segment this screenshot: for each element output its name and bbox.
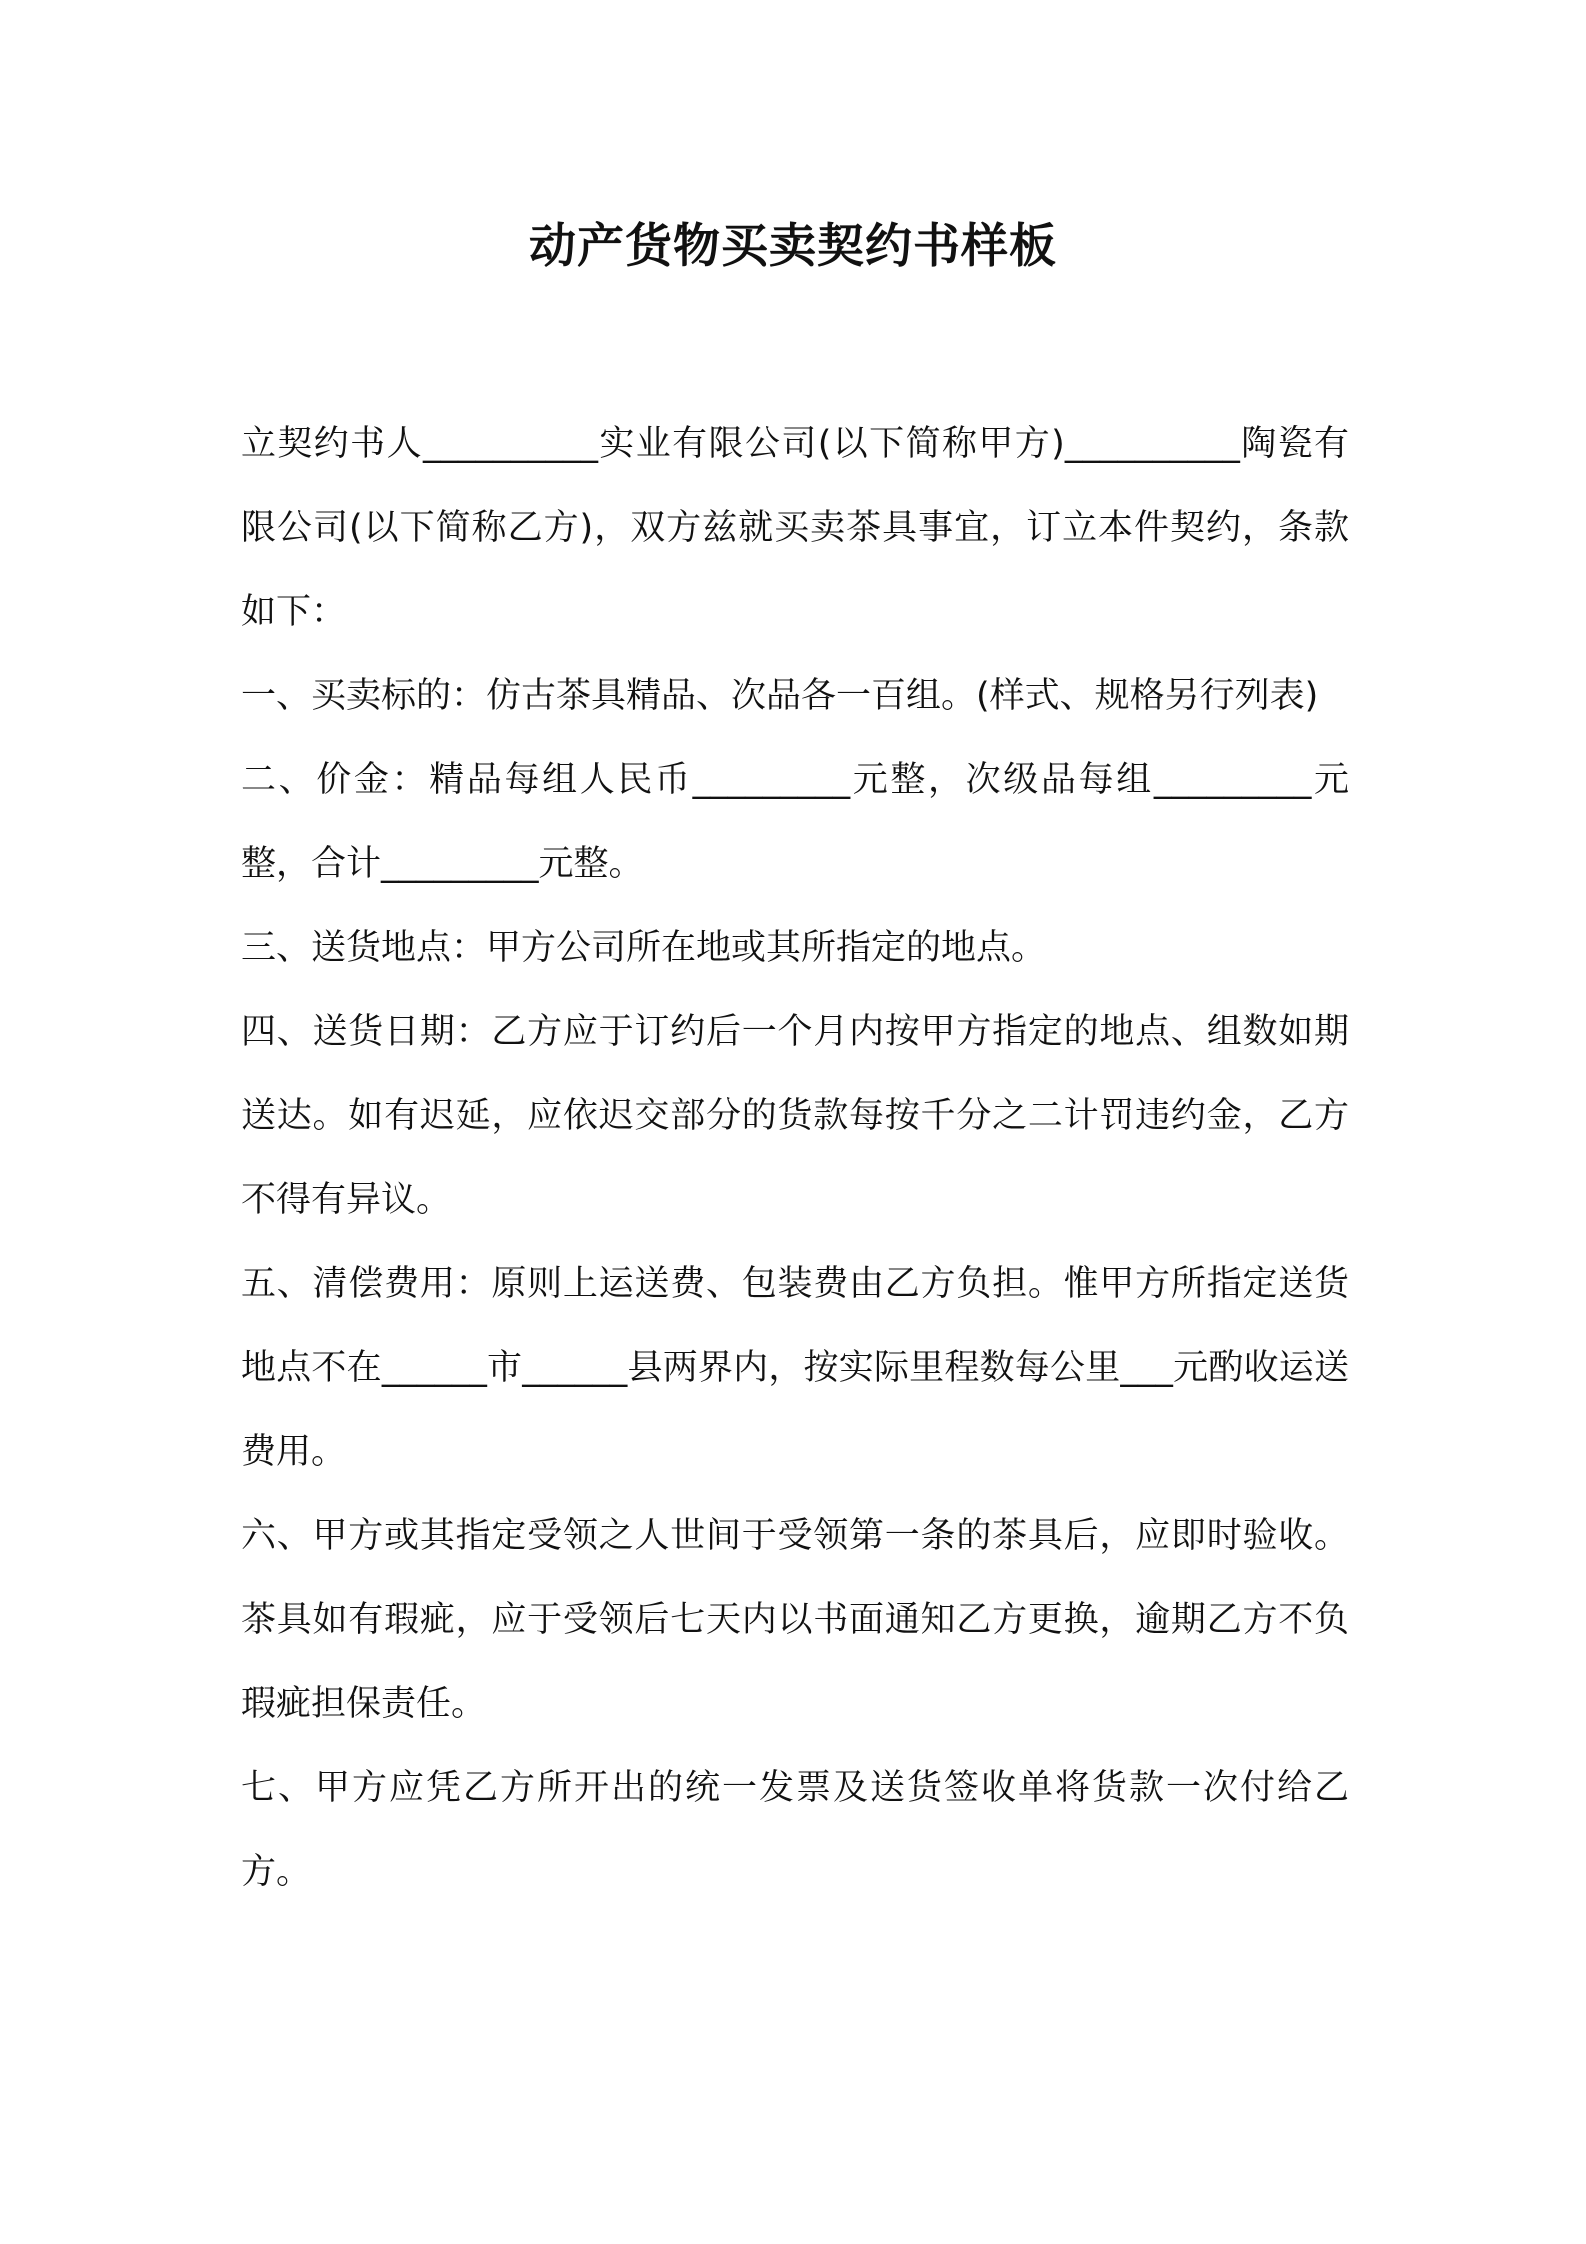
document-body — [241, 402, 1349, 1914]
clause-4-delivery-date: 四、送货日期：乙方应于订约后一个月内按甲方指定的地点、组数如期送达。如有迟延，应依迟交部分的货款每按千分之二计罚违约金，乙方不得有异议。 — [241, 1012, 1349, 1220]
document-title: 动产货物买卖契约书样板 — [529, 219, 1057, 274]
clause-6-inspection: 六、甲方或其指定受领之人世间于受领第一条的茶具后，应即时验收。茶具如有瑕疵，应于受领后七天内以书面通知乙方更换，逾期乙方不负瑕疵担保责任。 — [241, 1516, 1349, 1724]
clause-7-payment: 七、甲方应凭乙方所开出的统一发票及送货签收单将货款一次付给乙方。 — [241, 1768, 1349, 1892]
clause-5-expenses: 五、清偿费用：原则上运送费、包装费由乙方负担。惟甲方所指定送货地点不在______市______县两界内，按实际里程数每公里___元酌收运送费用。 — [241, 1264, 1349, 1472]
clause-2-price: 二、价金：精品每组人民币_________元整，次级品每组_________元整，合计_________元整。 — [241, 760, 1349, 884]
clause-3-delivery-location: 三、送货地点：甲方公司所在地或其所指定的地点。 — [241, 928, 1047, 968]
clause-1-subject: 一、买卖标的：仿古茶具精品、次品各一百组。(样式、规格另行列表) — [241, 676, 1319, 716]
preamble-paragraph: 立契约书人__________实业有限公司(以下简称甲方)__________陶瓷有限公司(以下简称乙方)，双方兹就买卖茶具事宜，订立本件契约，条款如下： — [241, 424, 1349, 632]
